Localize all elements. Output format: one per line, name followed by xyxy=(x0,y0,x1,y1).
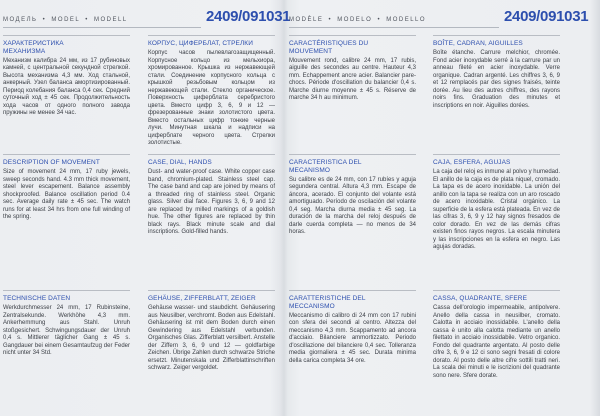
section-heading: CARATTERISTICHE DEL MECCANISMO xyxy=(289,295,366,310)
section-es-movement xyxy=(289,154,416,237)
section-heading: DESCRIPTION OF MOVEMENT xyxy=(3,159,100,166)
section-text: La caja del reloj es inmune al polvo y humedad. El anillo de la caja es de plata niquel, cromado. La tapa es de acero inoxidable. La unión del anillo con la tapa se realiza con un aro roscado de acero inoxidable. Cristal orgánico. La superficie de la esfera está plateada. En vez de las cifras 3, 6, 9 y 12 hay signos fresados de color dorado. En vez de las demás cifras existen finos rayos negros. La escala minutera y las inscripciones en la esfera en negro. Las agujas doradas. xyxy=(433,169,560,250)
section-heading: GEHÄUSE, ZIFFERBLATT, ZEIGER xyxy=(148,295,256,302)
section-heading: CARACTÉRISTIQUES DU MOUVEMENT xyxy=(289,40,369,55)
left-page-model-number: 2409/091031 xyxy=(206,8,291,25)
section-heading: КОРПУС, ЦИФЕРБЛАТ, СТРЕЛКИ xyxy=(148,40,253,47)
section-heading: CASE, DIAL, HANDS xyxy=(148,159,212,166)
section-en-movement xyxy=(3,154,130,222)
section-fr-movement xyxy=(289,35,416,103)
section-text: Gehäuse wasser- und staubdicht. Gehäusering aus Neusilber, verchromt. Boden aus Edelstahl. Gehäusering ist mit dem Boden durch einen Gewindering aus Edelstahl verbunden. Organisches Glas. Zifferblatt versilbert. Anstelle der Ziffern 3, 6, 9 und 12 — goldfarbige Zeichen. Übrige Zahlen durch schwarze Striche ersetzt. Minutenskala und Zifferblattinschriften schwarz. Zeiger vergoldet. xyxy=(148,305,275,371)
section-heading: TECHNISCHE DATEN xyxy=(3,295,71,302)
right-page-model-number: 2409/091031 xyxy=(504,8,589,25)
section-heading: BOÎTE, CADRAN, AIGUILLES xyxy=(433,40,523,47)
section-text: Su calibre es de 24 mm, con 17 rubíes y aguja segundera central. Altura 4,3 mm. Escape de áncora, acerado. El conjunto del volante está amortiguado. Período de oscilación del volante 0,4 seg. Marcha diurna media ± 45 seg. La duración de la marcha del reloj después de darle cuerda completa — no menos de 34 horas. xyxy=(289,176,416,235)
section-text: Boîte étanche. Carrure melchior, chromée. Fond acier inoxydable serré à la carrure par un anneau fileté en acier inoxydable. Verre organique. Cadran argenté. Les chiffres 3, 6, 9 et 12 remplacés par des signes fraisés, teinte dorée. Au lieu des autres chiffres, des rayons noirs fins. Graduation des minutes et inscriptions en noir. Aiguilles dorées. xyxy=(433,50,560,109)
section-text: Корпус часов пылевлагозащищенный. Корпусное кольцо из мельхиора, хромированное. Крышка из нержавеющей стали. Соединение корпусного кольца с крышкой резьбовым кольцом из нержавеющей стали. Стекло органическое. Поверхность циферблата серебристого цвета. Вместо цифр 3, 6, 9 и 12 — фрезерованные знаки золотистого цвета. Вместо остальных цифр тонкие черные лучи. Минутная шкала и надписи на циферблате черного цвета. Стрелки золотистые. xyxy=(148,50,275,146)
right-page-model-label: MODÈLE • MODELO • MODELLO xyxy=(289,17,427,23)
section-it-movement xyxy=(289,290,416,365)
section-text: Cassa dell'orologio impermeabile, antipolvere. Anello della cassa in neusilber, cromato. Calotta in acciaio inossidabile. L'anello della cassa è unito alla calotta mediante un anello filettato in acciaio inossidabile. Vetro organico. Fondo del quadrante argentato. Al posto delle cifre 3, 6, 9 e 12 ci sono segni fresati di colore dorato. Al posto delle altre cifre sottili tratti neri. La scala dei minuti e le iscrizioni del quadrante sono nere. Sfere dorate. xyxy=(433,305,560,379)
section-text: Dust- and water-proof case. White copper case band, chromium-plated. Stainless steel cap. The case band and cap are joined by means of a threaded ring of stainless steel. Organic glass. Silver dial face. Figures 3, 6, 9 and 12 are replaced by milled markings of a goldish hue. The other figures are replaced by thin black rays. Black minute scale and dial inscriptions. Gold-filled hands. xyxy=(148,169,275,235)
section-text: Size of movement 24 mm, 17 ruby jewels, sweep seconds hand. 4.3 mm thick movement, steel lever escapement. Balance assembly shockproofed. Balance oscillation period 0.4 sec. Average daily rate ± 45 sec. The watch runs for at least 34 hrs from one full winding of the spring. xyxy=(3,169,130,220)
section-text: Механизм калибра 24 мм, из 17 рубиновых камней, с центральной секундной стрелкой. Высота механизма 4,3 мм. Ход стальной, анкерный. Узел баланса амортизированный. Период колебания баланса 0,4 сек. Средний суточный ход ± 45 сек. Продолжительность хода часов от одного полного завода пружины не менее 34 час. xyxy=(3,57,130,116)
section-text: Werkdurchmesser 24 mm, 17 Rubinsteine, Zentralsekunde. Werkhöhe 4,3 mm. Ankerhemmung aus Stahl. Unruh stoßgesichert. Schwingungsdauer der Unruh 0,4 s. Mittlerer täglicher Gang ± 45 s. Gangdauer bei einem Gesamtaufzug der Feder nicht unter 34 Std. xyxy=(3,305,130,356)
section-heading: CARACTERISTICA DEL MECANISMO xyxy=(289,159,362,174)
section-ru-case xyxy=(148,35,275,148)
section-it-case xyxy=(433,290,560,380)
section-fr-case xyxy=(433,35,560,110)
section-de-movement xyxy=(3,290,130,358)
left-page-model-label: МОДЕЛЬ • MODEL • MODELL xyxy=(3,17,128,23)
section-ru-movement xyxy=(3,35,130,118)
right-header-rule xyxy=(289,27,499,28)
section-heading: ХАРАКТЕРИСТИКА МЕХАНИЗМА xyxy=(3,40,64,55)
section-text: Mouvement rond, calibre 24 mm, 17 rubis, aiguille des secondes au centre. Hauteur 4,3 mm. Echappement ancre acier. Balancier pare-chocs. Période d'oscillation du balancier 0,4 s. Marche diurne moyenne ± 45 s. Réserve de marche 34 h au minimum. xyxy=(289,57,416,101)
section-de-case xyxy=(148,290,275,373)
left-header-rule xyxy=(3,27,201,28)
section-heading: CASSA, QUADRANTE, SFERE xyxy=(433,295,528,302)
section-text: Meccanismo di calibro di 24 mm con 17 rubini con sfera dei secondi al centro. Altezza del meccanismo 4,3 mm. Scappamento ad ancora d'acciaio. Bilanciere ammortizzato. Periodo d'oscillazione del bilanciere 0,4 sec. Tolleranza media giornaliera ± 45 sec. Durata minima della carica completa 34 ore. xyxy=(289,312,416,364)
section-es-case xyxy=(433,154,560,252)
section-en-case xyxy=(148,154,275,237)
section-heading: CAJA, ESFERA, AGUJAS xyxy=(433,159,511,166)
